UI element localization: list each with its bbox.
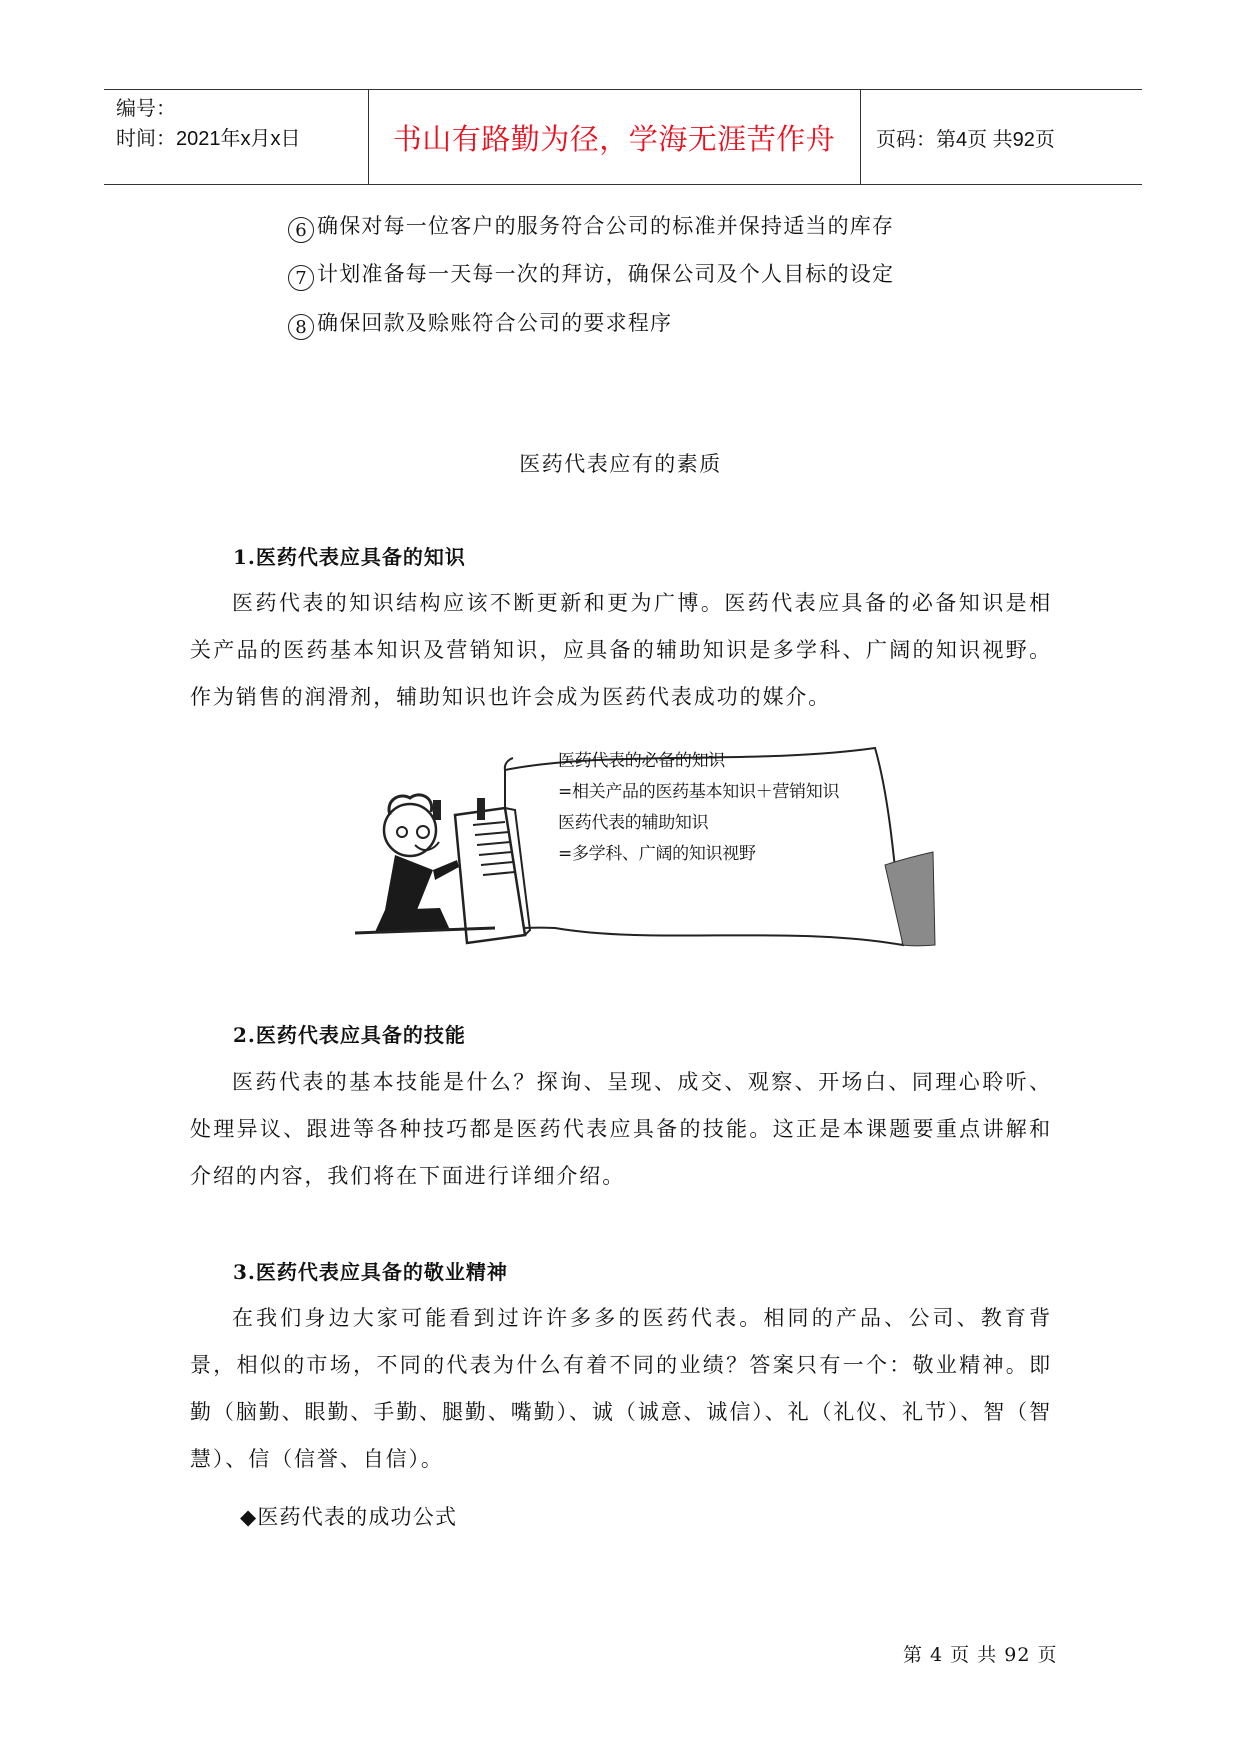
section-body: 医药代表的知识结构应该不断更新和更为广博。医药代表应具备的必备知识是相关产品的医药基本知识及营销知识，应具备的辅助知识是多学科、广阔的知识视野。作为销售的润滑剂，辅助知识也许会成为医药代表成功的媒介。	[190, 591, 1052, 709]
section-heading: 1.医药代表应具备的知识	[233, 545, 466, 569]
illustration-line: 医药代表的必备的知识	[558, 751, 725, 771]
list-item	[288, 261, 894, 291]
bullet-line: ◆医药代表的成功公式	[240, 1505, 458, 1529]
list-item-text: 计划准备每一天每一次的拜访，确保公司及个人目标的设定	[317, 262, 895, 286]
illustration-line: =多学科、广阔的知识视野	[558, 844, 756, 864]
header-motto: 书山有路勤为径，学海无涯苦作舟	[392, 121, 836, 156]
section-heading: 2.医药代表应具备的技能	[233, 1023, 466, 1047]
knowledge-illustration	[355, 740, 940, 952]
section-body: 在我们身边大家可能看到过许许多多的医药代表。相同的产品、公司、教育背景，相似的市场，不同的代表为什么有着不同的业绩？答案只有一个：敬业精神。即勤（脑勤、眼勤、手勤、腿勤、嘴勤）、诚（诚意、诚信）、礼（礼仪、礼节）、智（智慧）、信（信誉、自信）。	[190, 1306, 1052, 1471]
list-item-text: 确保对每一位客户的服务符合公司的标准并保持适当的库存	[317, 214, 895, 238]
list-item-marker: 7	[288, 265, 314, 291]
page-footer: 第 4 页 共 92 页	[903, 1644, 1058, 1666]
list-item-text: 确保回款及赊账符合公司的要求程序	[317, 311, 673, 335]
section-heading: 3.医药代表应具备的敬业精神	[233, 1260, 508, 1284]
page-header	[104, 89, 1142, 185]
header-divider	[860, 90, 861, 184]
list-item	[288, 310, 672, 340]
header-number-label: 编号：	[116, 98, 176, 120]
header-time-label: 时间：2021年x月x日	[116, 128, 301, 150]
illustration-line: =相关产品的医药基本知识＋营销知识	[558, 782, 840, 802]
header-left-cell	[116, 94, 301, 154]
list-item	[288, 213, 894, 243]
list-item-marker: 8	[288, 314, 314, 340]
illustration-line: 医药代表的辅助知识	[558, 813, 709, 833]
section-body: 医药代表的基本技能是什么？探询、呈现、成交、观察、开场白、同理心聆听、处理异议、跟进等各种技巧都是医药代表应具备的技能。这正是本课题要重点讲解和介绍的内容，我们将在下面进行详细介绍。	[190, 1070, 1052, 1188]
list-item-marker: 6	[288, 217, 314, 243]
section-title: 医药代表应有的素质	[519, 452, 722, 476]
header-page-label: 页码：第4页 共92页	[876, 128, 1055, 151]
